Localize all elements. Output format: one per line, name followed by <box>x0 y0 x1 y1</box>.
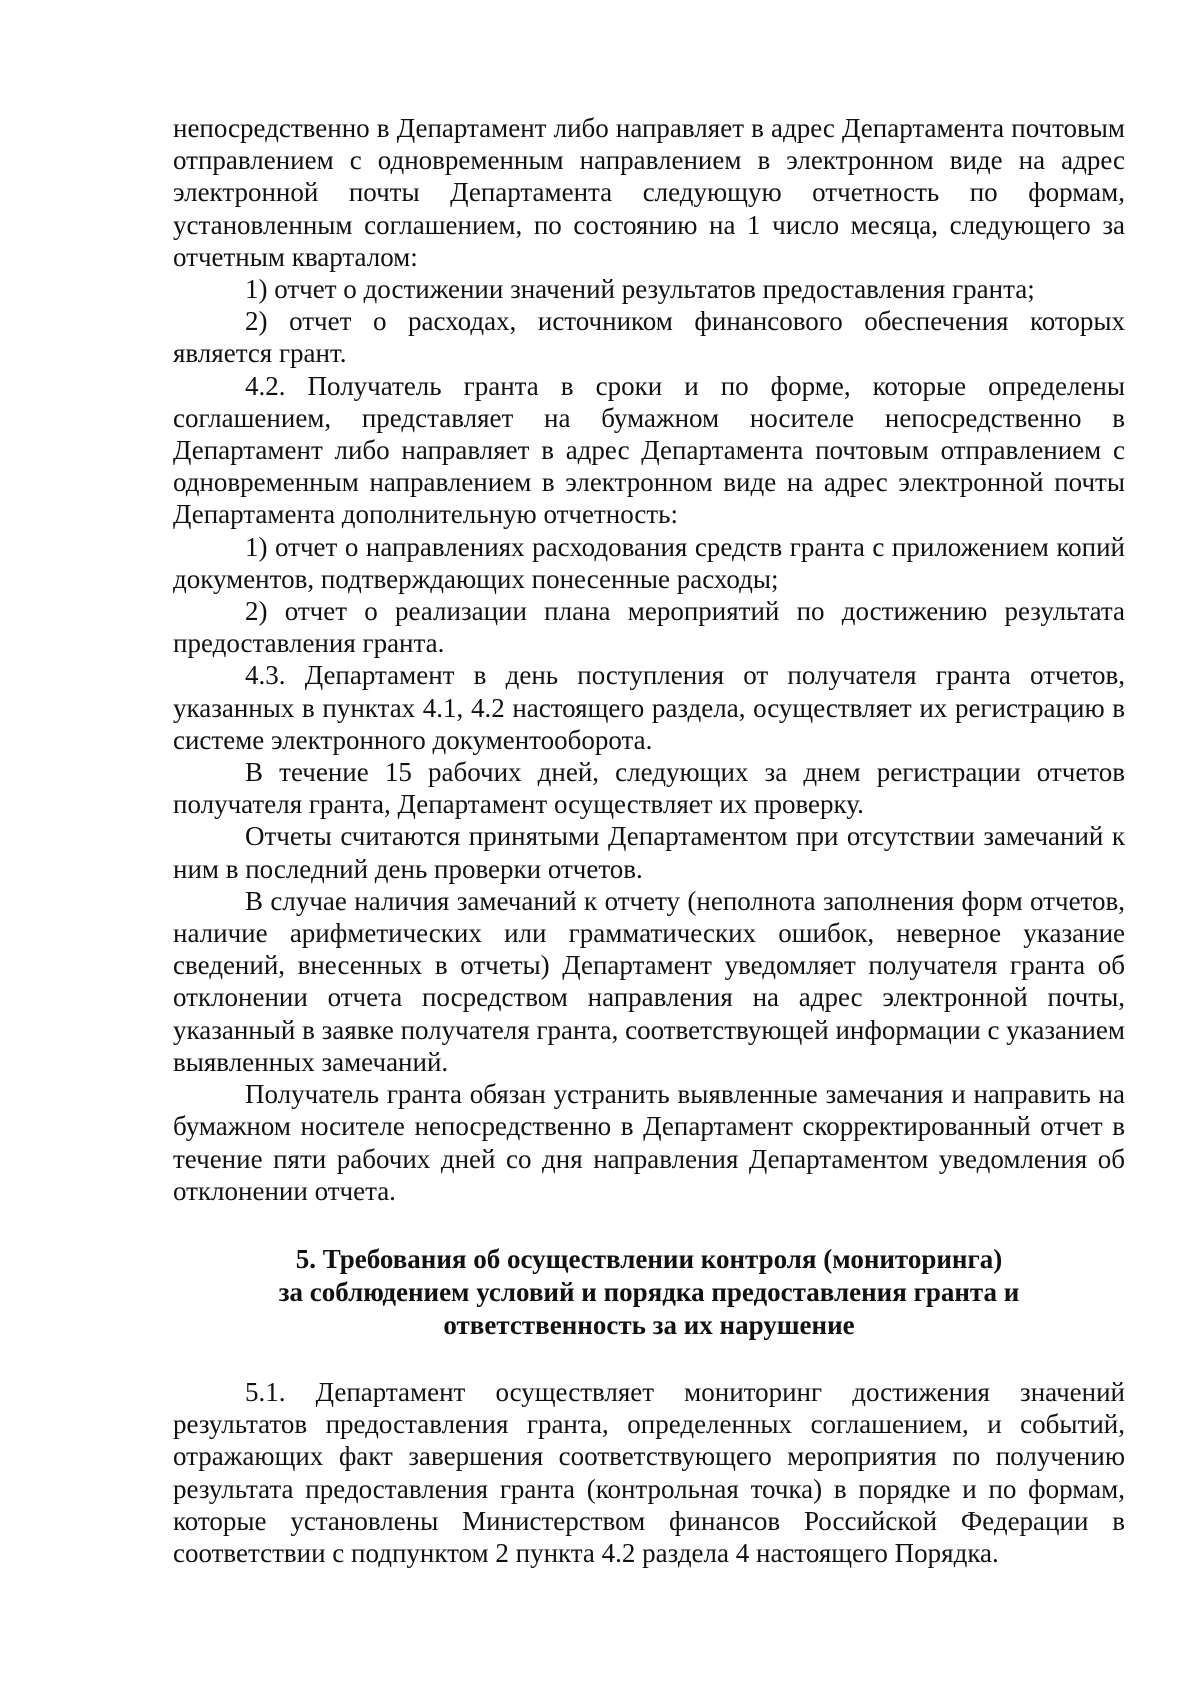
paragraph: 4.2. Получатель гранта в сроки и по форме, которые определены соглашением, представляет на бумажном носителе непосредственно в Департамент либо направляет в адрес Департамента почтовым отправлением с одновременным направлением в электронном виде на адрес электронной почты Департамента дополнительную отчетность: <box>173 370 1125 530</box>
paragraph: 2) отчет о реализации плана мероприятий по достижению результата предоставления гранта. <box>173 596 1125 659</box>
paragraph: Получатель гранта обязан устранить выявленные замечания и направить на бумажном носителе непосредственно в Департамент скорректированный отчет в течение пяти рабочих дней со дня направления Департаментом уведомления об отклонении отчета. <box>173 1079 1125 1206</box>
section-heading-line: за соблюдением условий и порядка предоставления гранта и <box>278 1276 1020 1307</box>
section-heading-line: ответственность за их нарушение <box>443 1309 855 1340</box>
paragraph: 4.3. Департамент в день поступления от получателя гранта отчетов, указанных в пунктах 4.1, 4.2 настоящего раздела, осуществляет их регистрацию в системе электронного документооборота. <box>173 660 1125 755</box>
paragraph: В случае наличия замечаний к отчету (неполнота заполнения форм отчетов, наличие арифметических или грамматических ошибок, неверное указание сведений, внесенных в отчеты) Департамент уведомляет получателя гранта об отклонении отчета посредством направления на адрес электронной почты, указанный в заявке получателя гранта, соответствующей информации с указанием выявленных замечаний. <box>173 885 1125 1077</box>
paragraph: 5.1. Департамент осуществляет мониторинг достижения значений результатов предоставления гранта, определенных соглашением, и событий, отражающих факт завершения соответствующего мероприятия по получению результата предоставления гранта (контрольная точка) в порядке и по формам, которые установлены Министерством финансов Российской Федерации в соответствии с подпунктом 2 пункта 4.2 раздела 4 настоящего Порядка. <box>173 1376 1125 1568</box>
paragraph: Отчеты считаются принятыми Департаментом при отсутствии замечаний к ним в последний день проверки отчетов. <box>173 821 1125 884</box>
document-page <box>173 112 1125 1569</box>
section-heading-line: 5. Требования об осуществлении контроля (мониторинга) <box>295 1243 1003 1274</box>
paragraph: 1) отчет о направлениях расходования средств гранта с приложением копий документов, подтверждающих понесенные расходы; <box>173 531 1125 594</box>
paragraphs-before <box>173 112 1125 1207</box>
paragraph: В течение 15 рабочих дней, следующих за днем регистрации отчетов получателя гранта, Департамент осуществляет их проверку. <box>173 757 1125 820</box>
paragraph: 1) отчет о достижении значений результатов предоставления гранта; <box>245 274 1035 305</box>
section-heading <box>173 1243 1125 1342</box>
paragraph: непосредственно в Департамент либо направляет в адрес Департамента почтовым отправлением с одновременным направлением в электронном виде на адрес электронной почты Департамента следующую отчетность по формам, установленным соглашением, по состоянию на 1 число месяца, следующего за отчетным кварталом: <box>173 113 1125 272</box>
paragraphs-after <box>173 1376 1125 1569</box>
paragraph: 2) отчет о расходах, источником финансового обеспечения которых является грант. <box>173 306 1125 369</box>
